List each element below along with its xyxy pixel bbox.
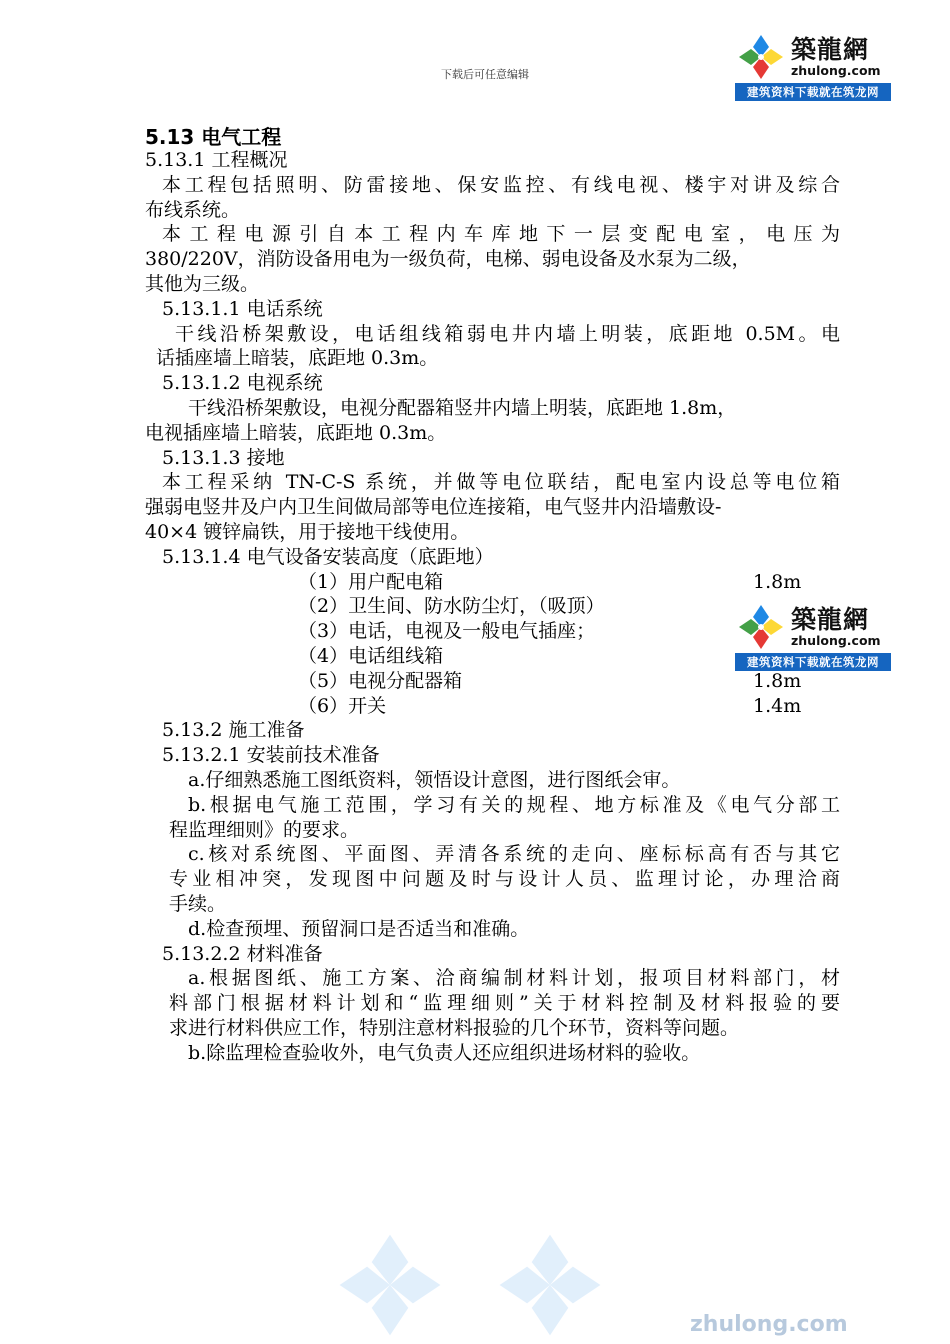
- watermark-logo-icon: [490, 1230, 610, 1340]
- height-label: （3）电话，电视及一般电气插座；: [298, 620, 596, 643]
- watermark-domain: zhulong.com: [690, 1312, 848, 1337]
- paragraph-line: 话插座墙上暗装，底距地 0.3m。: [156, 347, 439, 370]
- paragraph-line: 本工程采纳 TN-C-S 系统，并做等电位联结，配电室内设总等电位箱: [162, 471, 840, 494]
- logo-name: 築龍網: [791, 34, 870, 64]
- logo-name: 築龍網: [791, 604, 870, 634]
- height-row: [145, 669, 840, 694]
- paragraph-line: a.仔细熟悉施工图纸资料，领悟设计意图，进行图纸会审。: [188, 768, 681, 791]
- header-note: 下载后可任意编辑: [441, 68, 529, 81]
- paragraph-line: 料部门根据材料计划和“监理细则”关于材料控制及材料报验的要: [169, 992, 840, 1015]
- height-label: （6）开关: [298, 694, 387, 717]
- paragraph-line: d.检查预埋、预留洞口是否适当和准确。: [188, 917, 530, 940]
- height-row: [145, 570, 840, 595]
- paragraph-line: b.除监理检查验收外，电气负责人还应组织进场材料的验收。: [188, 1041, 701, 1064]
- logo-slogan: 建筑资料下载就在筑龙网: [735, 653, 891, 671]
- height-label: （1）用户配电箱: [298, 570, 444, 593]
- paragraph-line: 专业相冲突，发现图中问题及时与设计人员、监理讨论，办理洽商: [169, 868, 840, 891]
- document-body: [145, 123, 840, 1065]
- height-row: [145, 644, 840, 669]
- paragraph-line: 程监理细则》的要求。: [169, 818, 360, 841]
- heading-5-13-1-2: 5.13.1.2 电视系统: [162, 372, 323, 395]
- heading-5-13-1-3: 5.13.1.3 接地: [162, 446, 285, 469]
- paragraph-line: 电视插座墙上暗装，底距地 0.3m。: [145, 421, 447, 444]
- paragraph-line: 本工程包括照明、防雷接地、保安监控、有线电视、楼宇对讲及综合: [162, 173, 840, 196]
- heading-5-13-2: 5.13.2 施工准备: [162, 719, 305, 742]
- paragraph-line: 40×4 镀锌扁铁，用于接地干线使用。: [145, 520, 470, 543]
- paragraph-line: b.根据电气施工范围，学习有关的规程、地方标准及《电气分部工: [188, 793, 840, 816]
- paragraph-line: c.核对系统图、平面图、弄清各系统的走向、座标标高有否与其它: [188, 843, 840, 866]
- paragraph-line: 干线沿桥架敷设，电视分配器箱竖井内墙上明装，底距地 1.8m，: [188, 396, 737, 419]
- zhulong-logo-top: [735, 33, 891, 101]
- height-value: 1.8m: [753, 570, 802, 593]
- height-label: （5）电视分配器箱: [298, 669, 463, 692]
- height-row: [145, 619, 840, 644]
- watermark-logo-icon: [330, 1230, 450, 1340]
- paragraph-line: 强弱电竖井及户内卫生间做局部等电位连接箱，电气竖井内沿墙敷设-: [145, 496, 722, 519]
- height-row: [145, 694, 840, 719]
- heading-5-13-2-1: 5.13.2.1 安装前技术准备: [162, 744, 380, 767]
- paragraph-line: 380/220V，消防设备用电为一级负荷，电梯、弱电设备及水泵为二级，: [145, 248, 751, 271]
- heading-5-13-1-4: 5.13.1.4 电气设备安装高度（底距地）: [162, 545, 494, 568]
- height-value: 1.4m: [753, 694, 802, 717]
- heading-5-13-2-2: 5.13.2.2 材料准备: [162, 942, 323, 965]
- paragraph-line: 手续。: [169, 892, 227, 915]
- logo-domain: zhulong.com: [791, 62, 881, 78]
- height-value: 1.8m: [753, 669, 802, 692]
- section-title: 5.13 电气工程: [145, 125, 282, 149]
- paragraph-line: 本工程电源引自本工程内车库地下一层变配电室，电压为: [162, 223, 840, 246]
- paragraph-line: 干线沿桥架敷设，电话组线箱弱电井内墙上明装，底距地 0.5M。电: [175, 322, 840, 345]
- heading-5-13-1-1: 5.13.1.1 电话系统: [162, 297, 323, 320]
- paragraph-line: 求进行材料供应工作，特别注意材料报验的几个环节，资料等问题。: [169, 1016, 740, 1039]
- paragraph-line: 其他为三级。: [145, 272, 260, 295]
- logo-slogan: 建筑资料下载就在筑龙网: [735, 83, 891, 101]
- zhulong-logo-icon: [735, 33, 787, 81]
- paragraph-line: 布线系统。: [145, 198, 241, 221]
- height-row: [145, 594, 840, 619]
- height-label: （2）卫生间、防水防尘灯，（吸顶）: [298, 595, 605, 618]
- height-label: （4）电话组线箱: [298, 644, 444, 667]
- paragraph-line: a.根据图纸、施工方案、洽商编制材料计划，报项目材料部门，材: [188, 967, 840, 990]
- heading-5-13-1: 5.13.1 工程概况: [145, 149, 288, 171]
- logo-domain: zhulong.com: [791, 632, 881, 648]
